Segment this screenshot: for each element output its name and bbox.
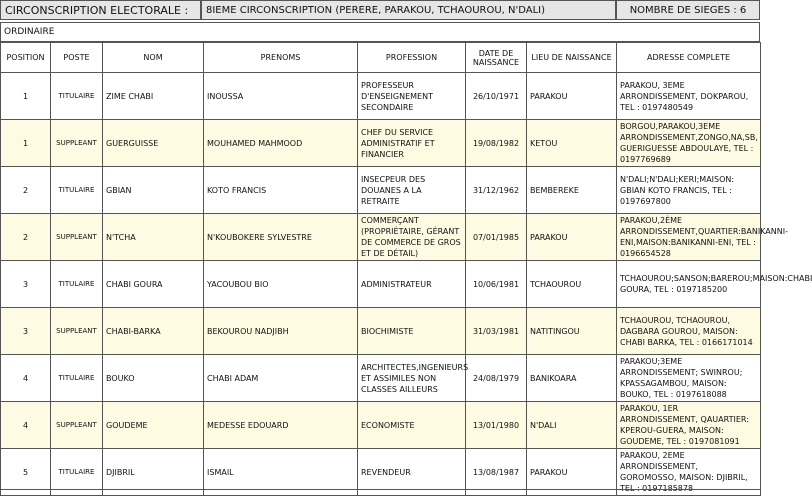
poste-cell: TITULAIRE bbox=[51, 73, 103, 120]
nom-cell: ZIME CHABI bbox=[103, 73, 204, 120]
nom-cell: CHABI GOURA bbox=[103, 261, 204, 308]
position-cell: 1 bbox=[1, 73, 51, 120]
position-cell: 1 bbox=[1, 120, 51, 167]
col-prenoms: PRENOMS bbox=[204, 43, 358, 73]
date-cell: 10/06/1981 bbox=[466, 261, 527, 308]
prenoms-cell: MEDESSE EDOUARD bbox=[204, 402, 358, 449]
table-row bbox=[1, 402, 761, 449]
poste-cell: SUPPLEANT bbox=[51, 402, 103, 449]
adresse-cell: PARAKOU, 1ER ARRONDISSEMENT, QAUARTIER: KPEROU-GUERA, MAISON: GOUDEME, TEL : 0197081091 bbox=[617, 402, 761, 449]
position-cell: 2 bbox=[1, 167, 51, 214]
position-cell: 5 bbox=[1, 449, 51, 496]
poste-cell: TITULAIRE bbox=[51, 167, 103, 214]
position-cell: 2 bbox=[1, 214, 51, 261]
col-nom: NOM bbox=[103, 43, 204, 73]
adresse-cell: PARAKOU, 3EME ARRONDISSEMENT, DOKPAROU, TEL : 0197480549 bbox=[617, 73, 761, 120]
date-cell: 31/03/1981 bbox=[466, 308, 527, 355]
header-row bbox=[1, 43, 761, 73]
nom-cell: N'TCHA bbox=[103, 214, 204, 261]
adresse-cell: BORGOU,PARAKOU,3EME ARRONDISSEMENT,ZONGO,NA,SB, GUERIGUESSE ABDOULAYE, TEL : 0197769689 bbox=[617, 120, 761, 167]
table-row bbox=[1, 73, 761, 120]
lieu-cell: PARAKOU bbox=[527, 449, 617, 496]
position-cell: 3 bbox=[1, 261, 51, 308]
table-row bbox=[1, 308, 761, 355]
table-row bbox=[1, 120, 761, 167]
prenoms-cell: ISMAIL bbox=[204, 449, 358, 496]
adresse-cell: PARAKOU, 2EME ARRONDISSEMENT, GOROMOSSO, MAISON: DJIBRIL, TEL : 0197185878 bbox=[617, 449, 761, 496]
table-row bbox=[1, 355, 761, 402]
position-cell: 4 bbox=[1, 402, 51, 449]
poste-cell: SUPPLEANT bbox=[51, 308, 103, 355]
poste-cell: TITULAIRE bbox=[51, 449, 103, 496]
position-cell: 4 bbox=[1, 355, 51, 402]
prenoms-cell: N'KOUBOKERE SYLVESTRE bbox=[204, 214, 358, 261]
adresse-cell: TCHAOUROU;SANSON;BAREROU;MAISON:CHABI GOURA, TEL : 0197185200 bbox=[617, 261, 761, 308]
date-cell: 24/08/1979 bbox=[466, 355, 527, 402]
adresse-cell: N'DALI;N'DALI;KERI;MAISON: GBIAN KOTO FRANCIS, TEL : 0197697800 bbox=[617, 167, 761, 214]
adresse-cell: TCHAOUROU, TCHAOUROU, DAGBARA GOUROU, MAISON: CHABI BARKA, TEL : 0166171014 bbox=[617, 308, 761, 355]
lieu-cell: NATITINGOU bbox=[527, 308, 617, 355]
lieu-cell: BANIKOARA bbox=[527, 355, 617, 402]
prenoms-cell: INOUSSA bbox=[204, 73, 358, 120]
poste-cell: SUPPLEANT bbox=[51, 120, 103, 167]
date-cell: 07/01/1985 bbox=[466, 214, 527, 261]
prenoms-cell: YACOUBOU BIO bbox=[204, 261, 358, 308]
prenoms-cell: CHABI ADAM bbox=[204, 355, 358, 402]
seats-count: NOMBRE DE SIEGES : 6 bbox=[616, 0, 760, 20]
prenoms-cell: MOUHAMED MAHMOOD bbox=[204, 120, 358, 167]
col-date-naissance: DATE DE NAISSANCE bbox=[466, 43, 527, 73]
table-row bbox=[1, 167, 761, 214]
table-row bbox=[1, 261, 761, 308]
col-lieu-naissance: LIEU DE NAISSANCE bbox=[527, 43, 617, 73]
profession-cell: PROFESSEUR D'ENSEIGNEMENT SECONDAIRE bbox=[358, 73, 466, 120]
lieu-cell: TCHAOUROU bbox=[527, 261, 617, 308]
list-type: ORDINAIRE bbox=[0, 22, 760, 42]
col-adresse: ADRESSE COMPLETE bbox=[617, 43, 761, 73]
prenoms-cell: KOTO FRANCIS bbox=[204, 167, 358, 214]
profession-cell: ADMINISTRATEUR bbox=[358, 261, 466, 308]
date-cell: 13/01/1980 bbox=[466, 402, 527, 449]
poste-cell: TITULAIRE bbox=[51, 261, 103, 308]
profession-cell: BIOCHIMISTE bbox=[358, 308, 466, 355]
constituency-label: CIRCONSCRIPTION ELECTORALE : bbox=[0, 0, 201, 20]
prenoms-cell: BEKOUROU NADJIBH bbox=[204, 308, 358, 355]
candidates-table bbox=[0, 42, 812, 496]
date-cell: 26/10/1971 bbox=[466, 73, 527, 120]
poste-cell: TITULAIRE bbox=[51, 355, 103, 402]
nom-cell: CHABI-BARKA bbox=[103, 308, 204, 355]
lieu-cell: KETOU bbox=[527, 120, 617, 167]
lieu-cell: PARAKOU bbox=[527, 214, 617, 261]
header-bar bbox=[0, 0, 760, 22]
nom-cell: GBIAN bbox=[103, 167, 204, 214]
profession-cell: INSECPEUR DES DOUANES A LA RETRAITE bbox=[358, 167, 466, 214]
profession-cell: ARCHITECTES,INGENIEURS ET ASSIMILES NON CLASSES AILLEURS bbox=[358, 355, 466, 402]
profession-cell: COMMERÇANT (PROPRIÉTAIRE, GÉRANT DE COMMERCE DE GROS ET DE DÉTAIL) bbox=[358, 214, 466, 261]
adresse-cell: PARAKOU;3EME ARRONDISSEMENT; SWINROU; KPASSAGAMBOU, MAISON: BOUKO, TEL : 0197618088 bbox=[617, 355, 761, 402]
nom-cell: DJIBRIL bbox=[103, 449, 204, 496]
profession-cell: REVENDEUR bbox=[358, 449, 466, 496]
adresse-cell: PARAKOU,2ÈME ARRONDISSEMENT,QUARTIER:BANIKANNI-ENI,MAISON:BANIKANNI-ENI, TEL : 0196654528 bbox=[617, 214, 761, 261]
poste-cell: SUPPLEANT bbox=[51, 214, 103, 261]
constituency-value: 8IEME CIRCONSCRIPTION (PERERE, PARAKOU, TCHAOUROU, N'DALI) bbox=[201, 0, 616, 20]
date-cell: 31/12/1962 bbox=[466, 167, 527, 214]
lieu-cell: BEMBEREKE bbox=[527, 167, 617, 214]
profession-cell: CHEF DU SERVICE ADMINISTRATIF ET FINANCIER bbox=[358, 120, 466, 167]
nom-cell: GOUDEME bbox=[103, 402, 204, 449]
table-bottom-edge bbox=[0, 489, 760, 496]
profession-cell: ECONOMISTE bbox=[358, 402, 466, 449]
col-position: POSITION bbox=[1, 43, 51, 73]
position-cell: 3 bbox=[1, 308, 51, 355]
nom-cell: BOUKO bbox=[103, 355, 204, 402]
col-profession: PROFESSION bbox=[358, 43, 466, 73]
col-poste: POSTE bbox=[51, 43, 103, 73]
table-row bbox=[1, 214, 761, 261]
nom-cell: GUERGUISSE bbox=[103, 120, 204, 167]
lieu-cell: N'DALI bbox=[527, 402, 617, 449]
date-cell: 13/08/1987 bbox=[466, 449, 527, 496]
lieu-cell: PARAKOU bbox=[527, 73, 617, 120]
date-cell: 19/08/1982 bbox=[466, 120, 527, 167]
